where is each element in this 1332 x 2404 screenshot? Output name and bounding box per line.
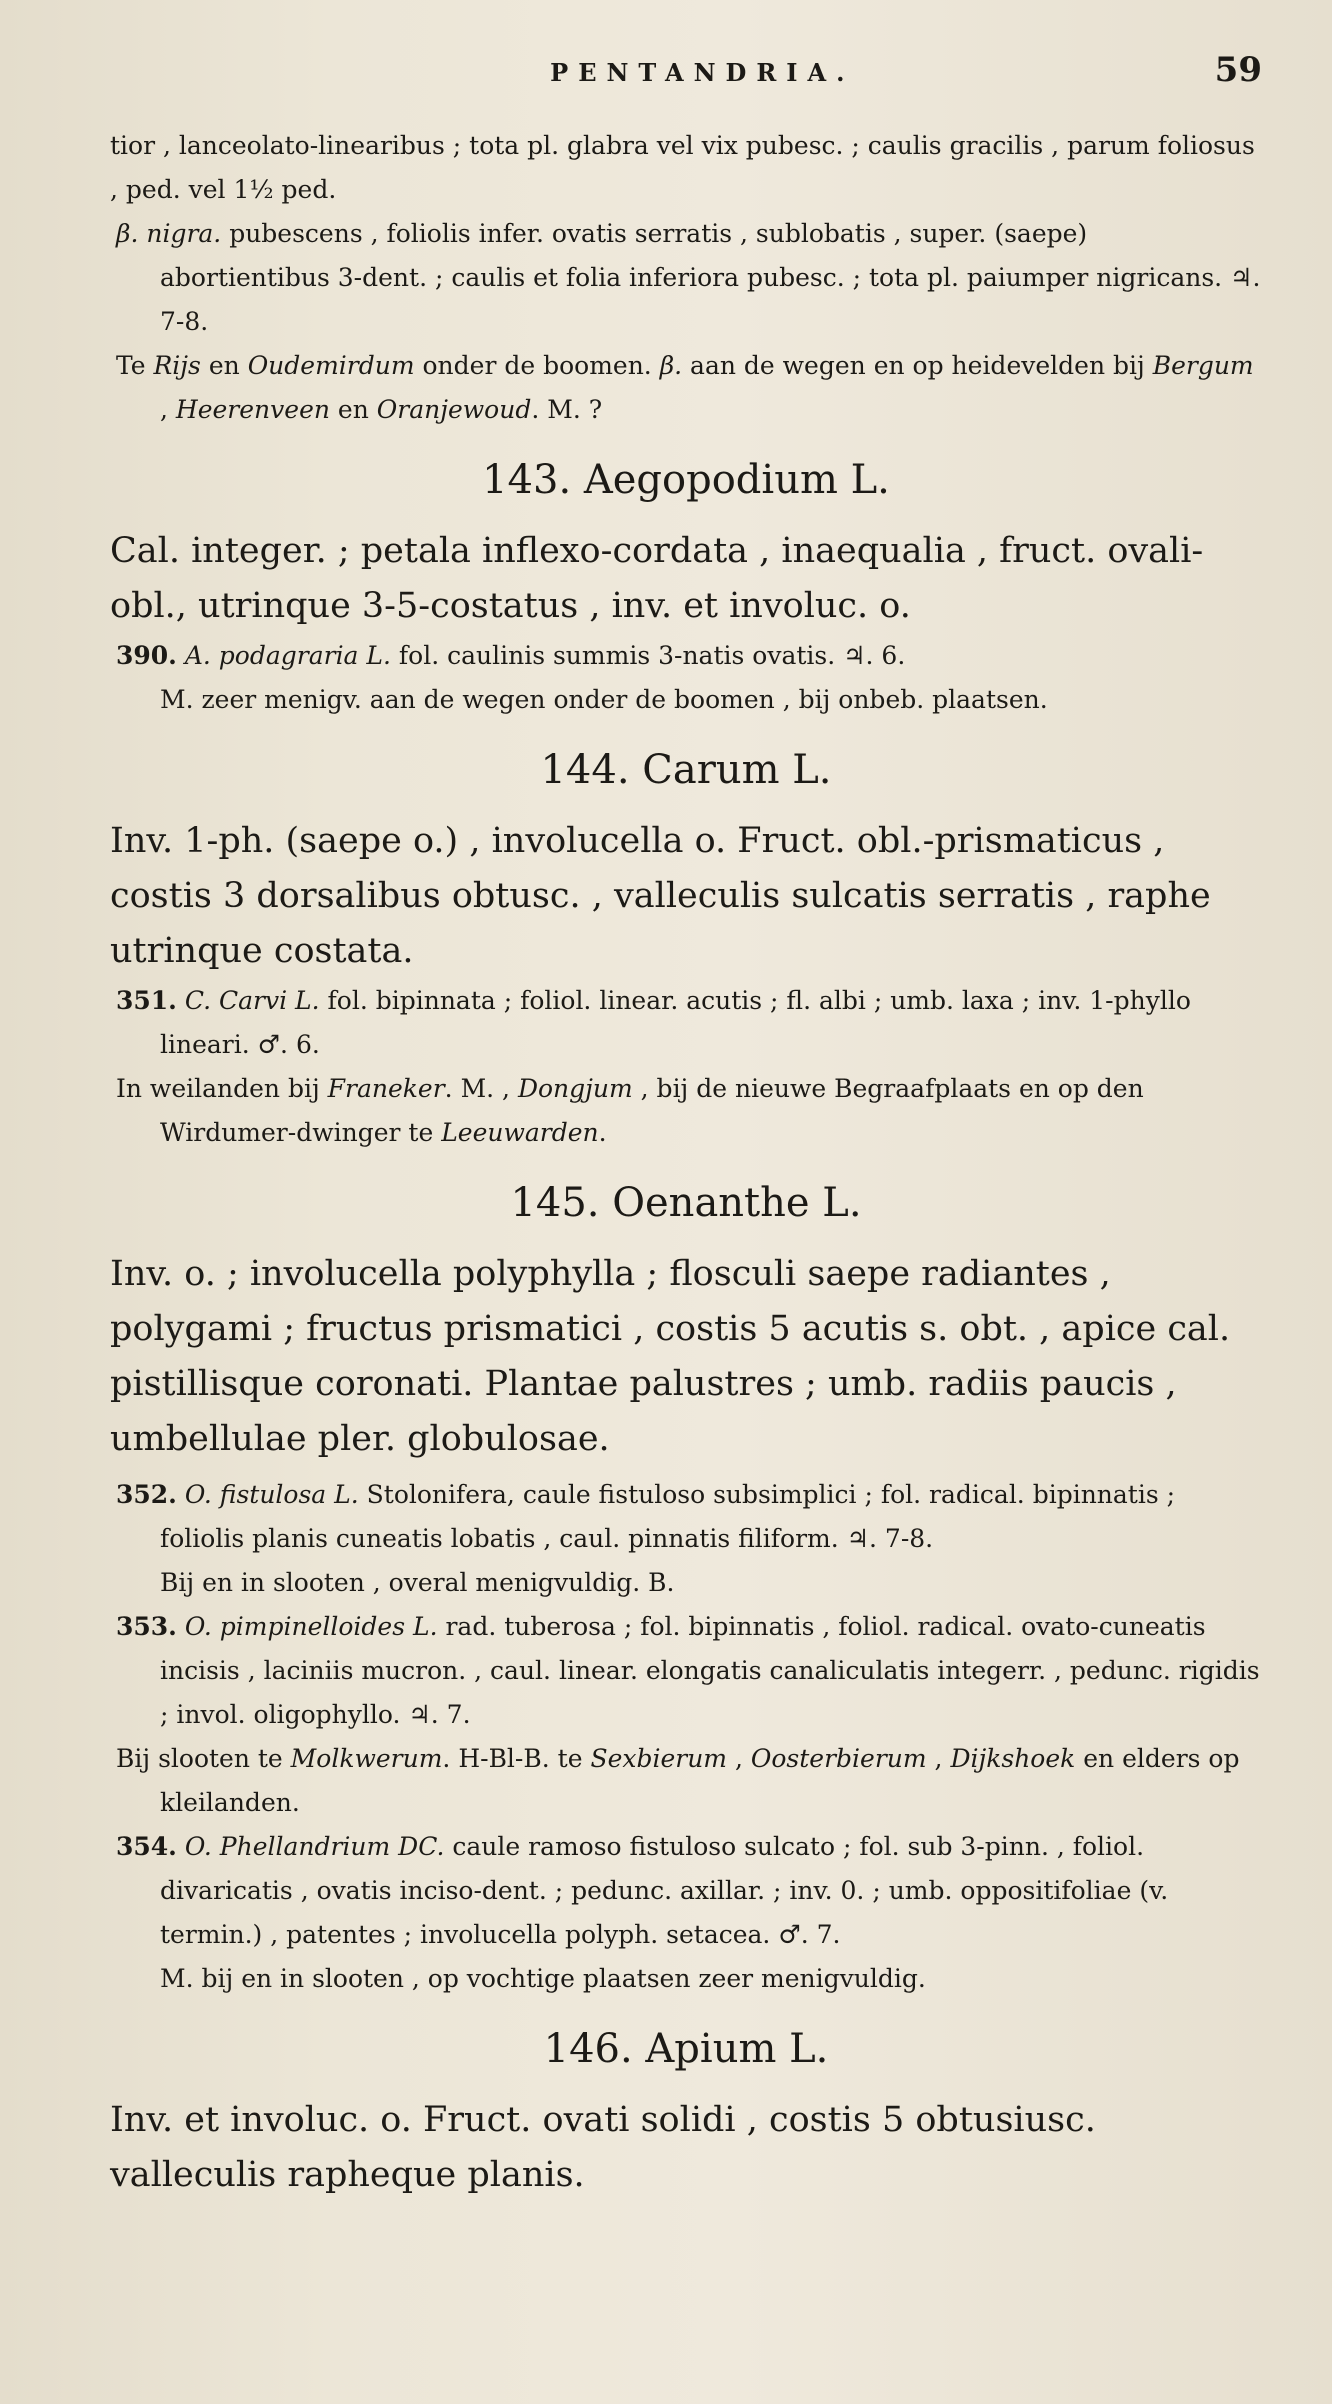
species-number: 351. [116, 986, 177, 1015]
genus-description: Inv. 1-ph. (saepe o.) , involucella o. Fruct. obl.-prismaticus , costis 3 dorsalibus obtusc. , valleculis sulcatis serratis , raphe utrinque costata. [110, 821, 1211, 971]
locality-text: , [926, 1744, 951, 1773]
species-text: fol. bipinnata ; foliol. linear. acutis ; fl. albi ; umb. laxa ; inv. 1-phyllo lineari. ♂. 6. [160, 986, 1191, 1059]
species-locality [110, 1737, 1262, 1825]
place-name: Molkwerum [290, 1744, 443, 1773]
locality-text: en elders op kleilanden. [160, 1744, 1240, 1817]
genus-description: Inv. et involuc. o. Fruct. ovati solidi , costis 5 obtusiusc. valleculis rapheque planis. [110, 2100, 1096, 2195]
species-text: Stolonifera, caule fistuloso subsimplici ; fol. radical. bipinnatis ; foliolis planis cuneatis lobatis , caul. pinnatis filiform. ♃. 7-8. [160, 1480, 1176, 1553]
place-name: Oosterbierum [750, 1744, 927, 1773]
variety-label: β. nigra. [116, 219, 222, 248]
species-name: O. fistulosa L. [184, 1480, 359, 1509]
genus-description: Inv. o. ; involucella polyphylla ; flosculi saepe radiantes , polygami ; fructus prismatici , costis 5 acutis s. obt. , apice cal. pistillisque coronati. Plantae palustres ; umb. radiis paucis , umbellulae pler. globulosae. [110, 1254, 1231, 1459]
variety-beta [110, 212, 1262, 344]
species-number: 354. [116, 1832, 177, 1861]
species-entry [110, 1825, 1262, 1957]
locality-text: aan de wegen en op heidevelden bij [682, 351, 1153, 380]
locality-text: In weilanden bij [116, 1074, 328, 1103]
locality-text: , [160, 395, 176, 424]
place-name: Sexbierum [590, 1744, 728, 1773]
variety-text: pubescens , foliolis infer. ovatis serratis , sublobatis , super. (saepe) abortientibus 3-dent. ; caulis et folia inferiora pubesc. ; tota pl. paiumper nigricans. ♃. 7-8. [160, 219, 1261, 336]
continuation-description: tior , lanceolato-linearibus ; tota pl. glabra vel vix pubesc. ; caulis gracilis , parum foliosus , ped. vel 1½ ped. [110, 131, 1255, 204]
genus-heading: 146. Apium L. [543, 2026, 829, 2072]
locality-text: . M. , [444, 1074, 518, 1103]
locality-text: . [598, 1118, 607, 1147]
place-name: Bergum [1152, 351, 1254, 380]
place-name: Leeuwarden [441, 1118, 599, 1147]
species-number: 352. [116, 1480, 177, 1509]
continuation-locality [110, 344, 1262, 432]
species-number: 353. [116, 1612, 177, 1641]
genus-heading: 143. Aegopodium L. [482, 457, 890, 503]
species-locality: M. zeer menigv. aan de wegen onder de boomen , bij onbeb. plaatsen. [160, 685, 1048, 714]
species-entry [110, 634, 1262, 678]
place-name: Heerenveen [175, 395, 330, 424]
locality-text: Te [116, 351, 154, 380]
genus-description: Cal. integer. ; petala inflexo-cordata , inaequalia , fruct. ovali-obl., utrinque 3-5-costatus , inv. et involuc. o. [110, 531, 1204, 626]
place-name: Dongjum [517, 1074, 633, 1103]
species-text: caule ramoso fistuloso sulcato ; fol. sub 3-pinn. , foliol. divaricatis , ovatis inciso-dent. ; pedunc. axillar. ; inv. 0. ; umb. oppositifoliae (v. termin.) , patentes ; involucella polyph. setacea. ♂. 7. [160, 1832, 1169, 1949]
running-title: PENTANDRIA. [550, 58, 855, 87]
species-entry [110, 1605, 1262, 1737]
page-number: 59 [1214, 50, 1262, 90]
genus-heading: 145. Oenanthe L. [510, 1180, 862, 1226]
species-name: O. pimpinelloides L. [184, 1612, 438, 1641]
locality-text: . H-Bl-B. te [442, 1744, 591, 1773]
species-name: O. Phellandrium DC. [184, 1832, 445, 1861]
place-name: Dijkshoek [950, 1744, 1076, 1773]
species-number: 390. [116, 641, 177, 670]
locality-text: , bij de nieuwe Begraafplaats en op den Wirdumer-dwinger te [160, 1074, 1144, 1147]
variety-label: β. [659, 351, 683, 380]
place-name: Oudemirdum [247, 351, 415, 380]
locality-text: . M. ? [531, 395, 603, 424]
locality-text: Bij slooten te [116, 1744, 291, 1773]
species-locality: Bij en in slooten , overal menigvuldig. B. [160, 1568, 675, 1597]
species-entry [110, 1473, 1262, 1561]
place-name: Oranjewoud [376, 395, 532, 424]
species-text: fol. caulinis summis 3-natis ovatis. ♃. 6. [390, 641, 906, 670]
species-name: C. Carvi L. [184, 986, 320, 1015]
genus-heading: 144. Carum L. [540, 747, 832, 793]
running-head [110, 50, 1262, 90]
species-name: A. podagraria L. [184, 641, 391, 670]
place-name: Rijs [153, 351, 201, 380]
species-text: rad. tuberosa ; fol. bipinnatis , foliol. radical. ovato-cuneatis incisis , laciniis mucron. , caul. linear. elongatis canaliculatis integerr. , pedunc. rigidis ; invol. oligophyllo. ♃. 7. [160, 1612, 1260, 1729]
locality-text: en [200, 351, 248, 380]
species-entry [110, 979, 1262, 1067]
locality-text: onder de boomen. [414, 351, 660, 380]
place-name: Franeker [327, 1074, 445, 1103]
species-locality [110, 1067, 1262, 1155]
locality-text: , [727, 1744, 751, 1773]
species-locality: M. bij en in slooten , op vochtige plaatsen zeer menigvuldig. [160, 1964, 926, 1993]
locality-text: en [329, 395, 377, 424]
